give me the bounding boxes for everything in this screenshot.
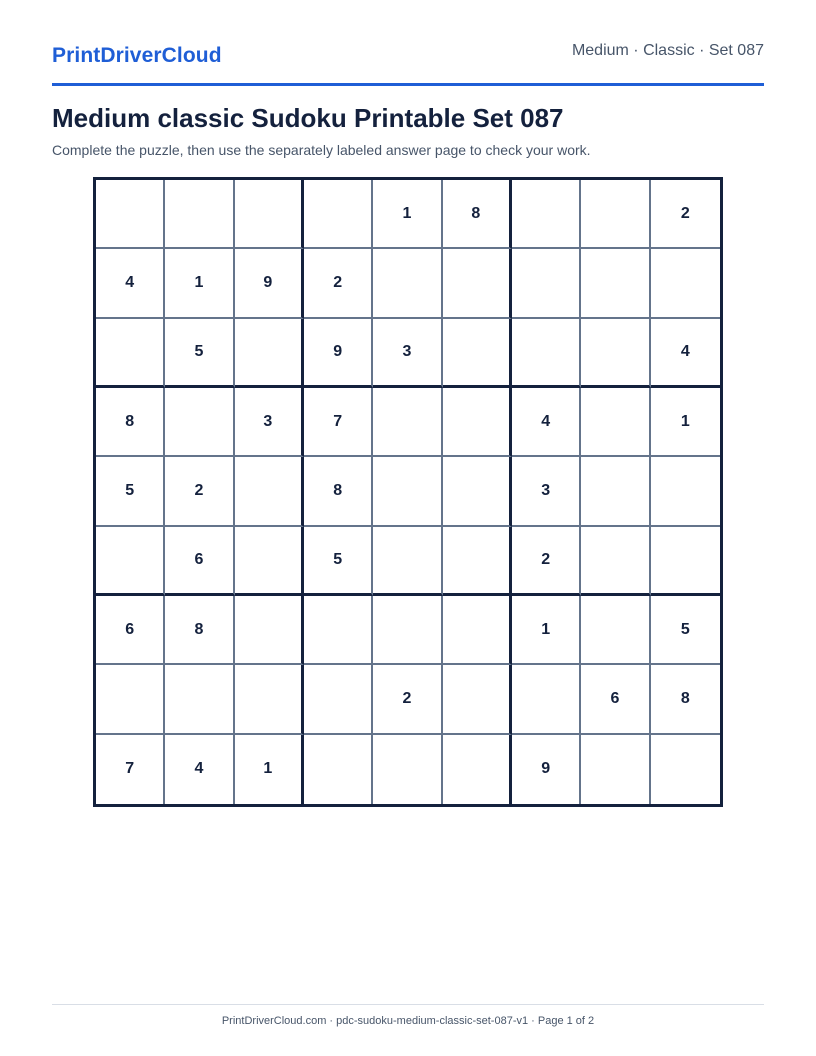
sudoku-cell-r8-c8[interactable]: 6 — [581, 665, 650, 734]
sudoku-cell-r1-c1[interactable] — [96, 180, 165, 249]
sudoku-cell-r1-c6[interactable]: 8 — [443, 180, 512, 249]
sudoku-cell-r2-c2[interactable]: 1 — [165, 249, 234, 318]
page-subtitle: Complete the puzzle, then use the separately labeled answer page to check your work. — [52, 142, 591, 158]
sudoku-cell-r3-c8[interactable] — [581, 319, 650, 388]
sudoku-cell-r3-c5[interactable]: 3 — [373, 319, 442, 388]
page-footer: PrintDriverCloud.com · pdc-sudoku-medium-classic-set-087-v1 · Page 1 of 2 — [52, 1004, 764, 1027]
puzzle-meta: Medium · Classic · Set 087 — [571, 42, 764, 59]
sudoku-cell-r9-c4[interactable] — [304, 735, 373, 804]
sudoku-cell-r4-c8[interactable] — [581, 388, 650, 457]
sudoku-cell-r1-c5[interactable]: 1 — [373, 180, 442, 249]
sudoku-cell-r8-c6[interactable] — [443, 665, 512, 734]
sudoku-cell-r9-c7[interactable]: 9 — [512, 735, 581, 804]
sudoku-cell-r2-c8[interactable] — [581, 249, 650, 318]
sudoku-cell-r5-c2[interactable]: 2 — [165, 457, 234, 526]
sudoku-cell-r6-c8[interactable] — [581, 527, 650, 596]
sudoku-cell-r9-c6[interactable] — [443, 735, 512, 804]
sudoku-cell-r4-c2[interactable] — [165, 388, 234, 457]
sudoku-grid — [93, 177, 723, 807]
sudoku-cell-r7-c7[interactable]: 1 — [512, 596, 581, 665]
sudoku-cell-r4-c6[interactable] — [443, 388, 512, 457]
sudoku-cell-r6-c7[interactable]: 2 — [512, 527, 581, 596]
sudoku-cell-r1-c9[interactable]: 2 — [651, 180, 720, 249]
sudoku-cell-r1-c3[interactable] — [235, 180, 304, 249]
sudoku-cell-r7-c5[interactable] — [373, 596, 442, 665]
sudoku-cell-r6-c3[interactable] — [235, 527, 304, 596]
sudoku-cell-r2-c6[interactable] — [443, 249, 512, 318]
sudoku-cell-r1-c8[interactable] — [581, 180, 650, 249]
brand-logo: PrintDriverCloud — [52, 44, 222, 67]
sudoku-cell-r3-c2[interactable]: 5 — [165, 319, 234, 388]
sudoku-cell-r8-c4[interactable] — [304, 665, 373, 734]
sudoku-cell-r5-c8[interactable] — [581, 457, 650, 526]
sudoku-cell-r6-c6[interactable] — [443, 527, 512, 596]
sudoku-cell-r5-c3[interactable] — [235, 457, 304, 526]
sudoku-cell-r1-c7[interactable] — [512, 180, 581, 249]
sudoku-cell-r5-c9[interactable] — [651, 457, 720, 526]
sudoku-cell-r8-c1[interactable] — [96, 665, 165, 734]
sudoku-cell-r2-c3[interactable]: 9 — [235, 249, 304, 318]
sudoku-cell-r2-c9[interactable] — [651, 249, 720, 318]
sudoku-cell-r8-c5[interactable]: 2 — [373, 665, 442, 734]
sudoku-cell-r9-c2[interactable]: 4 — [165, 735, 234, 804]
sudoku-cell-r8-c3[interactable] — [235, 665, 304, 734]
sudoku-cell-r7-c8[interactable] — [581, 596, 650, 665]
page-header — [52, 0, 764, 86]
sudoku-cell-r2-c7[interactable] — [512, 249, 581, 318]
sudoku-cell-r3-c4[interactable]: 9 — [304, 319, 373, 388]
sudoku-cell-r7-c9[interactable]: 5 — [651, 596, 720, 665]
sudoku-cell-r4-c1[interactable]: 8 — [96, 388, 165, 457]
sudoku-cell-r7-c4[interactable] — [304, 596, 373, 665]
sudoku-cell-r9-c1[interactable]: 7 — [96, 735, 165, 804]
sudoku-cell-r7-c1[interactable]: 6 — [96, 596, 165, 665]
sudoku-cell-r9-c3[interactable]: 1 — [235, 735, 304, 804]
sudoku-cell-r2-c4[interactable]: 2 — [304, 249, 373, 318]
page-title: Medium classic Sudoku Printable Set 087 — [52, 103, 564, 133]
sudoku-cell-r3-c6[interactable] — [443, 319, 512, 388]
sudoku-cell-r6-c9[interactable] — [651, 527, 720, 596]
sudoku-cell-r4-c9[interactable]: 1 — [651, 388, 720, 457]
sudoku-cell-r7-c2[interactable]: 8 — [165, 596, 234, 665]
sudoku-cell-r8-c2[interactable] — [165, 665, 234, 734]
sudoku-cell-r9-c9[interactable] — [651, 735, 720, 804]
sudoku-cell-r3-c7[interactable] — [512, 319, 581, 388]
sudoku-cell-r2-c5[interactable] — [373, 249, 442, 318]
sudoku-cell-r4-c5[interactable] — [373, 388, 442, 457]
sudoku-cell-r6-c1[interactable] — [96, 527, 165, 596]
sudoku-cell-r5-c1[interactable]: 5 — [96, 457, 165, 526]
sudoku-cell-r8-c7[interactable] — [512, 665, 581, 734]
sudoku-cell-r5-c6[interactable] — [443, 457, 512, 526]
sudoku-cell-r3-c9[interactable]: 4 — [651, 319, 720, 388]
sudoku-cell-r5-c7[interactable]: 3 — [512, 457, 581, 526]
sudoku-cell-r9-c8[interactable] — [581, 735, 650, 804]
sudoku-cell-r1-c4[interactable] — [304, 180, 373, 249]
sudoku-cell-r6-c4[interactable]: 5 — [304, 527, 373, 596]
sudoku-cell-r3-c1[interactable] — [96, 319, 165, 388]
sudoku-cell-r2-c1[interactable]: 4 — [96, 249, 165, 318]
sudoku-cell-r6-c2[interactable]: 6 — [165, 527, 234, 596]
sudoku-cell-r8-c9[interactable]: 8 — [651, 665, 720, 734]
sudoku-cell-r4-c4[interactable]: 7 — [304, 388, 373, 457]
sudoku-cell-r6-c5[interactable] — [373, 527, 442, 596]
sudoku-cell-r4-c3[interactable]: 3 — [235, 388, 304, 457]
sudoku-cell-r9-c5[interactable] — [373, 735, 442, 804]
sudoku-cell-r7-c6[interactable] — [443, 596, 512, 665]
sudoku-cell-r1-c2[interactable] — [165, 180, 234, 249]
sudoku-cell-r5-c4[interactable]: 8 — [304, 457, 373, 526]
sudoku-cell-r3-c3[interactable] — [235, 319, 304, 388]
sudoku-cell-r4-c7[interactable]: 4 — [512, 388, 581, 457]
sudoku-cell-r7-c3[interactable] — [235, 596, 304, 665]
sudoku-cell-r5-c5[interactable] — [373, 457, 442, 526]
